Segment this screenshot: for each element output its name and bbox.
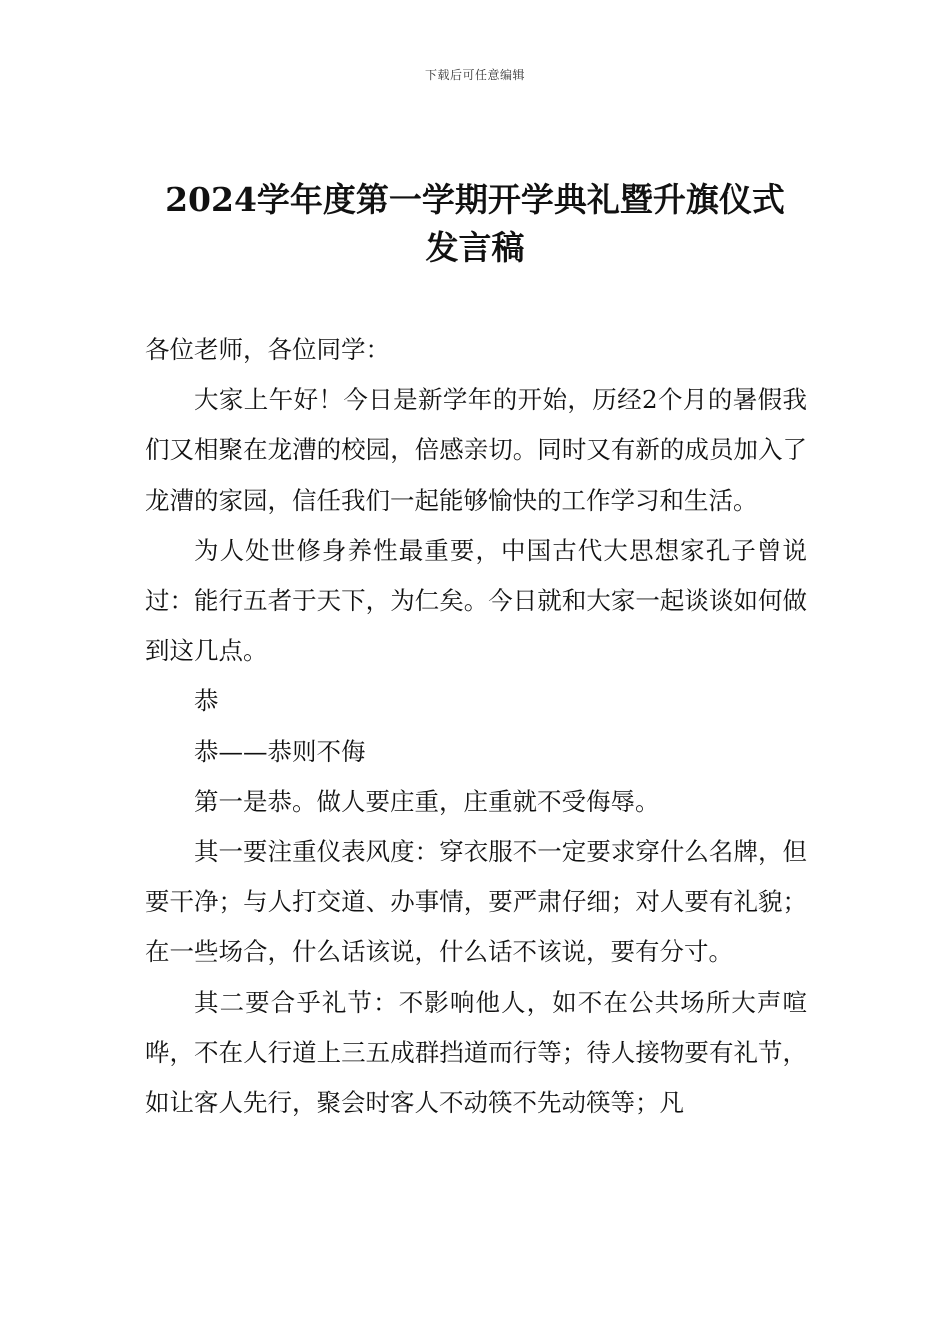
header-note: 下载后可任意编辑 — [424, 68, 525, 82]
paragraph: 其一要注重仪表风度：穿衣服不一定要求穿什么名牌，但要干净；与人打交道、办事情，要严肃仔细；对人要有礼貌；在一些场合，什么话该说，什么话不该说，要有分寸。 — [145, 837, 807, 967]
title-line-1: 2024学年度第一学期开学典礼暨升旗仪式 — [165, 180, 785, 219]
section-subheading: 恭——恭则不侮 — [194, 736, 366, 766]
paragraph: 大家上午好！今日是新学年的开始，历经2个月的暑假我们又相聚在龙漕的校园，倍感亲切。同时又有新的成员加入了龙漕的家园，信任我们一起能够愉快的工作学习和生活。 — [145, 385, 807, 515]
paragraph: 为人处世修身养性最重要，中国古代大思想家孔子曾说过：能行五者于天下，为仁矣。今日就和大家一起谈谈如何做到这几点。 — [145, 535, 807, 666]
salutation: 各位老师，各位同学： — [145, 335, 390, 364]
paragraph: 第一是恭。做人要庄重，庄重就不受侮辱。 — [194, 786, 660, 816]
paragraph: 其二要合乎礼节：不影响他人，如不在公共场所大声喧哗，不在人行道上三五成群挡道而行等；待人接物要有礼节，如让客人先行，聚会时客人不动筷不先动筷等；凡 — [145, 987, 807, 1118]
document-body — [145, 325, 807, 1128]
section-heading: 恭 — [194, 686, 219, 716]
title-line-2: 发言稿 — [425, 228, 525, 267]
document-title — [120, 176, 830, 272]
